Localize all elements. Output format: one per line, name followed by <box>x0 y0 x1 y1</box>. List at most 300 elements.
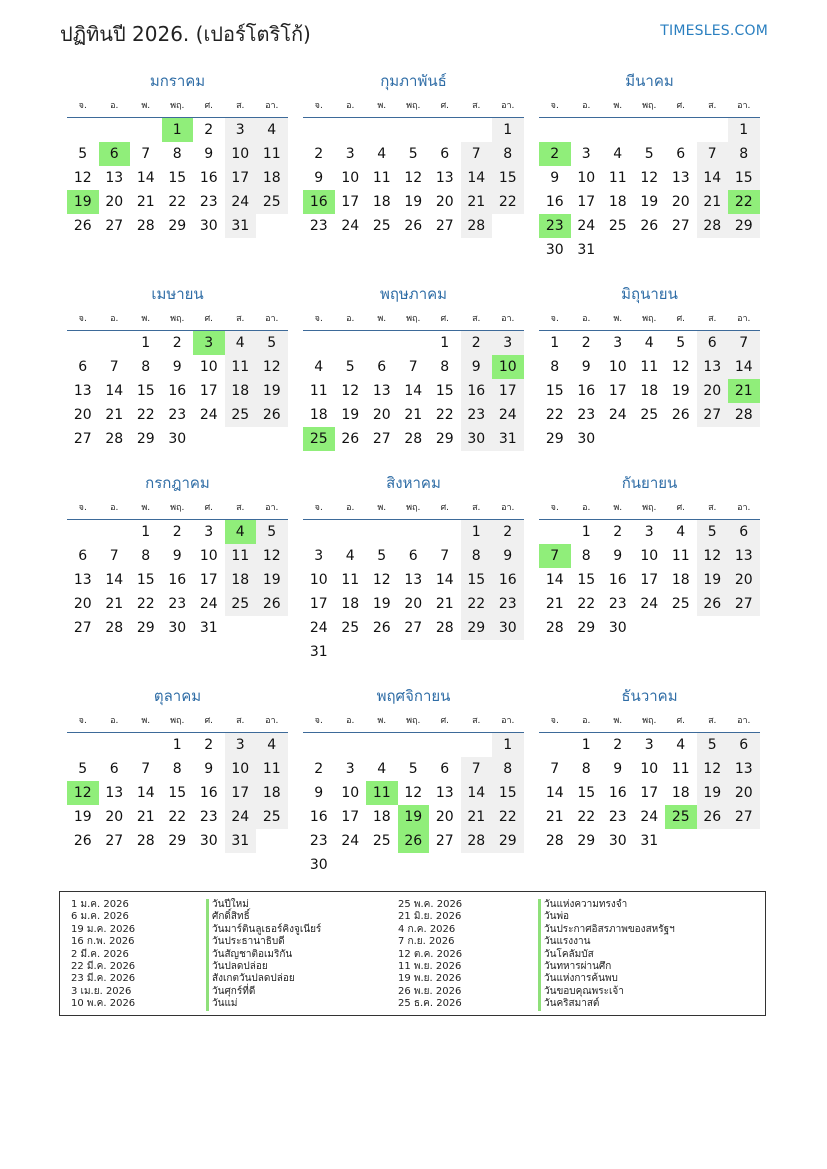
month-block <box>67 70 288 238</box>
holiday-day-cell: 3 <box>193 331 225 355</box>
day-cell: 14 <box>545 785 564 801</box>
day-cell: 9 <box>314 785 324 801</box>
weekday-header <box>539 497 760 520</box>
day-cell: 23 <box>608 596 627 612</box>
day-cell: 23 <box>168 407 187 423</box>
weekday-label: อา. <box>737 716 751 726</box>
day-cell: 7 <box>141 761 151 777</box>
day-cell: 26 <box>404 218 423 234</box>
weekday-label: ส. <box>236 314 245 324</box>
day-cell: 25 <box>256 805 288 829</box>
day-cell: 21 <box>545 809 564 825</box>
day-cell: 26 <box>73 833 92 849</box>
day-cell: 22 <box>136 407 155 423</box>
day-cell: 20 <box>372 407 391 423</box>
day-cell: 2 <box>314 761 324 777</box>
weekday-label: พฤ. <box>170 716 185 726</box>
day-cell: 23 <box>309 833 328 849</box>
weekday-label: อ. <box>582 314 591 324</box>
legend-holiday-name: วันทหารผ่านศึก <box>538 961 675 973</box>
day-cell: 22 <box>545 407 564 423</box>
day-cell: 25 <box>256 190 288 214</box>
weekday-label: ส. <box>708 503 717 513</box>
day-cell: 11 <box>309 383 328 399</box>
day-cell: 22 <box>168 809 187 825</box>
holiday-day-cell: 16 <box>303 190 335 214</box>
day-cell: 17 <box>199 383 218 399</box>
weekday-label: อ. <box>346 101 355 111</box>
day-cell: 14 <box>461 166 493 190</box>
weekday-label: อ. <box>110 101 119 111</box>
weekday-label: ส. <box>472 716 481 726</box>
day-cell: 12 <box>341 383 360 399</box>
day-cell: 21 <box>136 809 155 825</box>
day-cell: 29 <box>728 214 760 238</box>
day-cell: 11 <box>341 572 360 588</box>
day-cell: 1 <box>728 118 760 142</box>
day-cell: 5 <box>256 331 288 355</box>
day-cell: 19 <box>372 596 391 612</box>
legend-names-right <box>538 899 675 1011</box>
day-cell: 16 <box>199 785 218 801</box>
day-cell: 11 <box>256 757 288 781</box>
day-cell: 31 <box>225 214 257 238</box>
day-cell: 11 <box>225 355 257 379</box>
month-block <box>67 283 288 451</box>
legend-date: 22 มี.ค. 2026 <box>71 960 136 972</box>
day-cell: 30 <box>199 218 218 234</box>
day-cell: 4 <box>377 761 387 777</box>
day-cell: 6 <box>728 733 760 757</box>
day-cell: 16 <box>168 383 187 399</box>
day-cell: 9 <box>492 544 524 568</box>
weekday-label: ศ. <box>204 314 214 324</box>
day-cell: 20 <box>105 194 124 210</box>
day-cell: 5 <box>377 548 387 564</box>
day-cell: 14 <box>435 572 454 588</box>
weekday-label: จ. <box>550 503 559 513</box>
day-cell: 14 <box>105 383 124 399</box>
legend-dates-left <box>71 899 135 1011</box>
day-cell: 16 <box>168 572 187 588</box>
day-cell: 31 <box>225 829 257 853</box>
weekday-header <box>303 710 524 733</box>
weekday-label: อา. <box>737 503 751 513</box>
day-grid <box>303 331 524 451</box>
site-link[interactable]: TIMESLES.COM <box>660 23 768 39</box>
day-cell: 5 <box>256 520 288 544</box>
day-cell: 12 <box>404 170 423 186</box>
weekday-label: ศ. <box>204 101 214 111</box>
holiday-day-cell: 25 <box>303 427 335 451</box>
day-cell: 8 <box>440 359 450 375</box>
weekday-label: ส. <box>708 101 717 111</box>
weekday-label: ศ. <box>676 503 686 513</box>
weekday-label: จ. <box>550 101 559 111</box>
day-cell: 5 <box>408 146 418 162</box>
weekday-label: อ. <box>110 503 119 513</box>
day-cell: 23 <box>168 596 187 612</box>
day-cell: 7 <box>109 359 119 375</box>
day-cell: 20 <box>105 809 124 825</box>
legend-holiday-name: วันปีใหม่ <box>206 899 321 911</box>
holiday-day-cell: 6 <box>99 142 131 166</box>
day-cell: 19 <box>404 194 423 210</box>
day-cell: 8 <box>492 142 524 166</box>
day-cell: 6 <box>728 520 760 544</box>
weekday-label: ส. <box>236 716 245 726</box>
day-cell: 29 <box>461 616 493 640</box>
weekday-label: พฤ. <box>406 314 421 324</box>
day-cell: 8 <box>492 757 524 781</box>
weekday-label: อ. <box>582 101 591 111</box>
day-cell: 17 <box>640 785 659 801</box>
legend-date: 26 พ.ย. 2026 <box>398 985 462 997</box>
day-cell: 14 <box>697 166 729 190</box>
weekday-label: อา. <box>265 314 279 324</box>
day-cell: 17 <box>341 194 360 210</box>
day-cell: 31 <box>577 242 596 258</box>
day-cell: 22 <box>577 596 596 612</box>
day-cell: 7 <box>550 761 560 777</box>
day-cell: 18 <box>372 194 391 210</box>
day-cell: 8 <box>581 761 591 777</box>
weekday-label: พ. <box>141 503 151 513</box>
month-name: ธันวาคม <box>621 687 678 705</box>
weekday-label: จ. <box>78 101 87 111</box>
legend-holiday-name: วันคริสมาสต์ <box>538 998 675 1010</box>
weekday-label: พ. <box>613 716 623 726</box>
day-cell: 27 <box>728 592 760 616</box>
day-cell: 6 <box>109 761 119 777</box>
day-cell: 30 <box>608 833 627 849</box>
day-cell: 16 <box>309 809 328 825</box>
legend-date: 12 ต.ค. 2026 <box>398 948 463 960</box>
month-block <box>303 685 524 877</box>
weekday-label: อา. <box>501 716 515 726</box>
holiday-day-cell: 23 <box>539 214 571 238</box>
day-cell: 3 <box>644 737 654 753</box>
day-cell: 11 <box>225 544 257 568</box>
legend-date: 10 พ.ค. 2026 <box>71 998 136 1010</box>
legend-date: 19 พ.ย. 2026 <box>398 973 462 985</box>
weekday-label: จ. <box>314 503 323 513</box>
weekday-label: พ. <box>613 101 623 111</box>
day-cell: 10 <box>640 548 659 564</box>
day-cell: 4 <box>644 335 654 351</box>
month-name: กันยายน <box>621 474 678 492</box>
day-cell: 28 <box>545 620 564 636</box>
day-cell: 14 <box>461 781 493 805</box>
weekday-label: พ. <box>377 314 387 324</box>
day-cell: 22 <box>577 809 596 825</box>
day-cell: 10 <box>608 359 627 375</box>
weekday-label: จ. <box>314 716 323 726</box>
day-cell: 16 <box>577 383 596 399</box>
day-cell: 17 <box>492 379 524 403</box>
day-cell: 5 <box>697 733 729 757</box>
month-block <box>539 472 760 640</box>
day-cell: 29 <box>577 620 596 636</box>
day-grid <box>67 520 288 640</box>
weekday-label: อ. <box>582 716 591 726</box>
day-cell: 12 <box>372 572 391 588</box>
day-cell: 29 <box>136 431 155 447</box>
day-cell: 30 <box>168 431 187 447</box>
day-cell: 30 <box>168 620 187 636</box>
holiday-day-cell: 11 <box>366 781 398 805</box>
day-cell: 18 <box>309 407 328 423</box>
weekday-header <box>67 497 288 520</box>
day-cell: 19 <box>697 568 729 592</box>
day-cell: 17 <box>341 809 360 825</box>
month-name: มกราคม <box>149 72 206 90</box>
day-cell: 21 <box>136 194 155 210</box>
day-cell: 20 <box>435 194 454 210</box>
day-cell: 6 <box>440 761 450 777</box>
day-cell: 22 <box>492 805 524 829</box>
day-cell: 27 <box>728 805 760 829</box>
day-cell: 13 <box>73 572 92 588</box>
weekday-label: ส. <box>708 716 717 726</box>
weekday-label: ศ. <box>204 716 214 726</box>
day-cell: 31 <box>309 644 328 660</box>
day-grid <box>303 520 524 664</box>
day-cell: 2 <box>461 331 493 355</box>
day-cell: 20 <box>404 596 423 612</box>
day-cell: 27 <box>404 620 423 636</box>
day-cell: 15 <box>728 166 760 190</box>
day-cell: 21 <box>545 596 564 612</box>
day-cell: 24 <box>225 805 257 829</box>
day-cell: 18 <box>341 596 360 612</box>
day-cell: 27 <box>372 431 391 447</box>
day-cell: 19 <box>256 379 288 403</box>
day-cell: 3 <box>204 524 214 540</box>
day-cell: 21 <box>697 190 729 214</box>
weekday-label: พฤ. <box>170 503 185 513</box>
day-cell: 4 <box>314 359 324 375</box>
day-cell: 24 <box>309 620 328 636</box>
day-cell: 20 <box>435 809 454 825</box>
month-name: กรกฎาคม <box>145 474 210 492</box>
day-cell: 15 <box>577 572 596 588</box>
day-cell: 4 <box>613 146 623 162</box>
day-cell: 1 <box>461 520 493 544</box>
day-cell: 11 <box>608 170 627 186</box>
legend-dates-right <box>398 899 462 1011</box>
day-cell: 4 <box>225 331 257 355</box>
weekday-label: พฤ. <box>642 101 657 111</box>
holiday-day-cell: 21 <box>728 379 760 403</box>
day-cell: 28 <box>545 833 564 849</box>
day-cell: 15 <box>136 572 155 588</box>
day-cell: 25 <box>225 592 257 616</box>
day-cell: 27 <box>105 218 124 234</box>
day-cell: 7 <box>408 359 418 375</box>
day-cell: 5 <box>644 146 654 162</box>
weekday-label: จ. <box>78 314 87 324</box>
day-cell: 13 <box>105 170 124 186</box>
day-cell: 18 <box>256 166 288 190</box>
day-cell: 27 <box>435 218 454 234</box>
weekday-label: อ. <box>110 314 119 324</box>
day-cell: 23 <box>577 407 596 423</box>
weekday-label: พ. <box>613 314 623 324</box>
weekday-label: อา. <box>737 101 751 111</box>
day-cell: 7 <box>141 146 151 162</box>
day-cell: 14 <box>136 785 155 801</box>
day-cell: 13 <box>73 383 92 399</box>
day-cell: 16 <box>608 785 627 801</box>
legend-holiday-name: วันแรงงาน <box>538 936 675 948</box>
weekday-header <box>67 95 288 118</box>
day-cell: 9 <box>172 548 182 564</box>
day-cell: 29 <box>492 829 524 853</box>
day-cell: 28 <box>697 214 729 238</box>
day-cell: 7 <box>461 142 493 166</box>
weekday-label: อา. <box>501 314 515 324</box>
holiday-day-cell: 7 <box>539 544 571 568</box>
weekday-label: พฤ. <box>406 716 421 726</box>
day-cell: 25 <box>640 407 659 423</box>
day-cell: 7 <box>440 548 450 564</box>
day-cell: 2 <box>172 524 182 540</box>
day-cell: 18 <box>225 379 257 403</box>
holiday-day-cell: 19 <box>67 190 99 214</box>
day-cell: 14 <box>105 572 124 588</box>
day-cell: 4 <box>256 118 288 142</box>
day-cell: 19 <box>256 568 288 592</box>
day-cell: 2 <box>204 122 214 138</box>
day-cell: 3 <box>225 118 257 142</box>
day-cell: 6 <box>78 548 88 564</box>
day-cell: 28 <box>105 620 124 636</box>
day-cell: 6 <box>408 548 418 564</box>
day-cell: 6 <box>78 359 88 375</box>
day-cell: 23 <box>199 809 218 825</box>
day-cell: 15 <box>577 785 596 801</box>
weekday-label: ศ. <box>676 716 686 726</box>
day-cell: 30 <box>608 620 627 636</box>
day-cell: 13 <box>728 544 760 568</box>
day-cell: 20 <box>728 568 760 592</box>
day-cell: 20 <box>671 194 690 210</box>
day-cell: 18 <box>671 785 690 801</box>
day-cell: 28 <box>461 214 493 238</box>
weekday-label: พ. <box>141 716 151 726</box>
day-cell: 23 <box>461 403 493 427</box>
day-cell: 19 <box>671 383 690 399</box>
day-cell: 10 <box>309 572 328 588</box>
weekday-label: พ. <box>141 314 151 324</box>
day-cell: 27 <box>73 431 92 447</box>
month-name: สิงหาคม <box>386 474 441 492</box>
day-cell: 8 <box>461 544 493 568</box>
month-block <box>539 70 760 262</box>
day-cell: 8 <box>172 146 182 162</box>
day-cell: 16 <box>545 194 564 210</box>
day-cell: 26 <box>372 620 391 636</box>
day-cell: 9 <box>314 170 324 186</box>
month-name: พฤศจิกายน <box>376 687 451 705</box>
day-cell: 25 <box>372 833 391 849</box>
legend-holiday-name: วันพ่อ <box>538 911 675 923</box>
legend-date: 25 พ.ค. 2026 <box>398 899 463 910</box>
day-cell: 18 <box>671 572 690 588</box>
weekday-label: พ. <box>613 503 623 513</box>
day-cell: 18 <box>256 781 288 805</box>
weekday-label: อา. <box>265 101 279 111</box>
weekday-label: พ. <box>377 716 387 726</box>
day-cell: 6 <box>676 146 686 162</box>
legend-holiday-name: วันแม่ <box>206 998 321 1010</box>
day-cell: 12 <box>697 544 729 568</box>
day-cell: 24 <box>225 190 257 214</box>
day-cell: 21 <box>435 596 454 612</box>
day-cell: 4 <box>256 733 288 757</box>
day-cell: 9 <box>550 170 560 186</box>
day-cell: 22 <box>435 407 454 423</box>
weekday-label: ส. <box>472 314 481 324</box>
day-cell: 29 <box>168 833 187 849</box>
legend-names-left <box>206 899 321 1011</box>
weekday-label: ศ. <box>676 314 686 324</box>
day-cell: 27 <box>435 833 454 849</box>
holiday-day-cell: 12 <box>67 781 99 805</box>
day-cell: 22 <box>492 190 524 214</box>
day-cell: 26 <box>341 431 360 447</box>
legend-holiday-name: วันโคลัมบัส <box>538 949 675 961</box>
day-cell: 28 <box>461 829 493 853</box>
holiday-day-cell: 2 <box>539 142 571 166</box>
day-cell: 24 <box>341 218 360 234</box>
day-cell: 9 <box>613 761 623 777</box>
day-cell: 24 <box>341 833 360 849</box>
month-name: ตุลาคม <box>153 687 202 705</box>
day-cell: 1 <box>141 335 151 351</box>
day-cell: 29 <box>545 431 564 447</box>
day-cell: 24 <box>640 809 659 825</box>
day-cell: 24 <box>492 403 524 427</box>
weekday-header <box>539 308 760 331</box>
legend-date: 3 เม.ย. 2026 <box>71 985 132 997</box>
weekday-header <box>539 95 760 118</box>
weekday-label: ส. <box>236 503 245 513</box>
legend-holiday-name: วันแห่งการค้นพบ <box>538 973 675 985</box>
month-name: เมษายน <box>151 285 204 303</box>
day-cell: 6 <box>440 146 450 162</box>
day-cell: 7 <box>697 142 729 166</box>
day-cell: 1 <box>440 335 450 351</box>
day-cell: 28 <box>404 431 423 447</box>
day-cell: 12 <box>697 757 729 781</box>
day-cell: 16 <box>608 572 627 588</box>
month-block <box>539 283 760 451</box>
day-cell: 2 <box>613 737 623 753</box>
day-cell: 23 <box>309 218 328 234</box>
day-cell: 18 <box>225 568 257 592</box>
legend-holiday-name: วันศุกร์ที่ดี <box>206 986 321 998</box>
day-cell: 9 <box>461 355 493 379</box>
weekday-label: ส. <box>472 503 481 513</box>
day-cell: 3 <box>581 146 591 162</box>
day-cell: 30 <box>577 431 596 447</box>
legend-date: 25 ธ.ค. 2026 <box>398 998 462 1010</box>
day-cell: 8 <box>141 548 151 564</box>
day-cell: 3 <box>492 331 524 355</box>
day-cell: 15 <box>168 170 187 186</box>
